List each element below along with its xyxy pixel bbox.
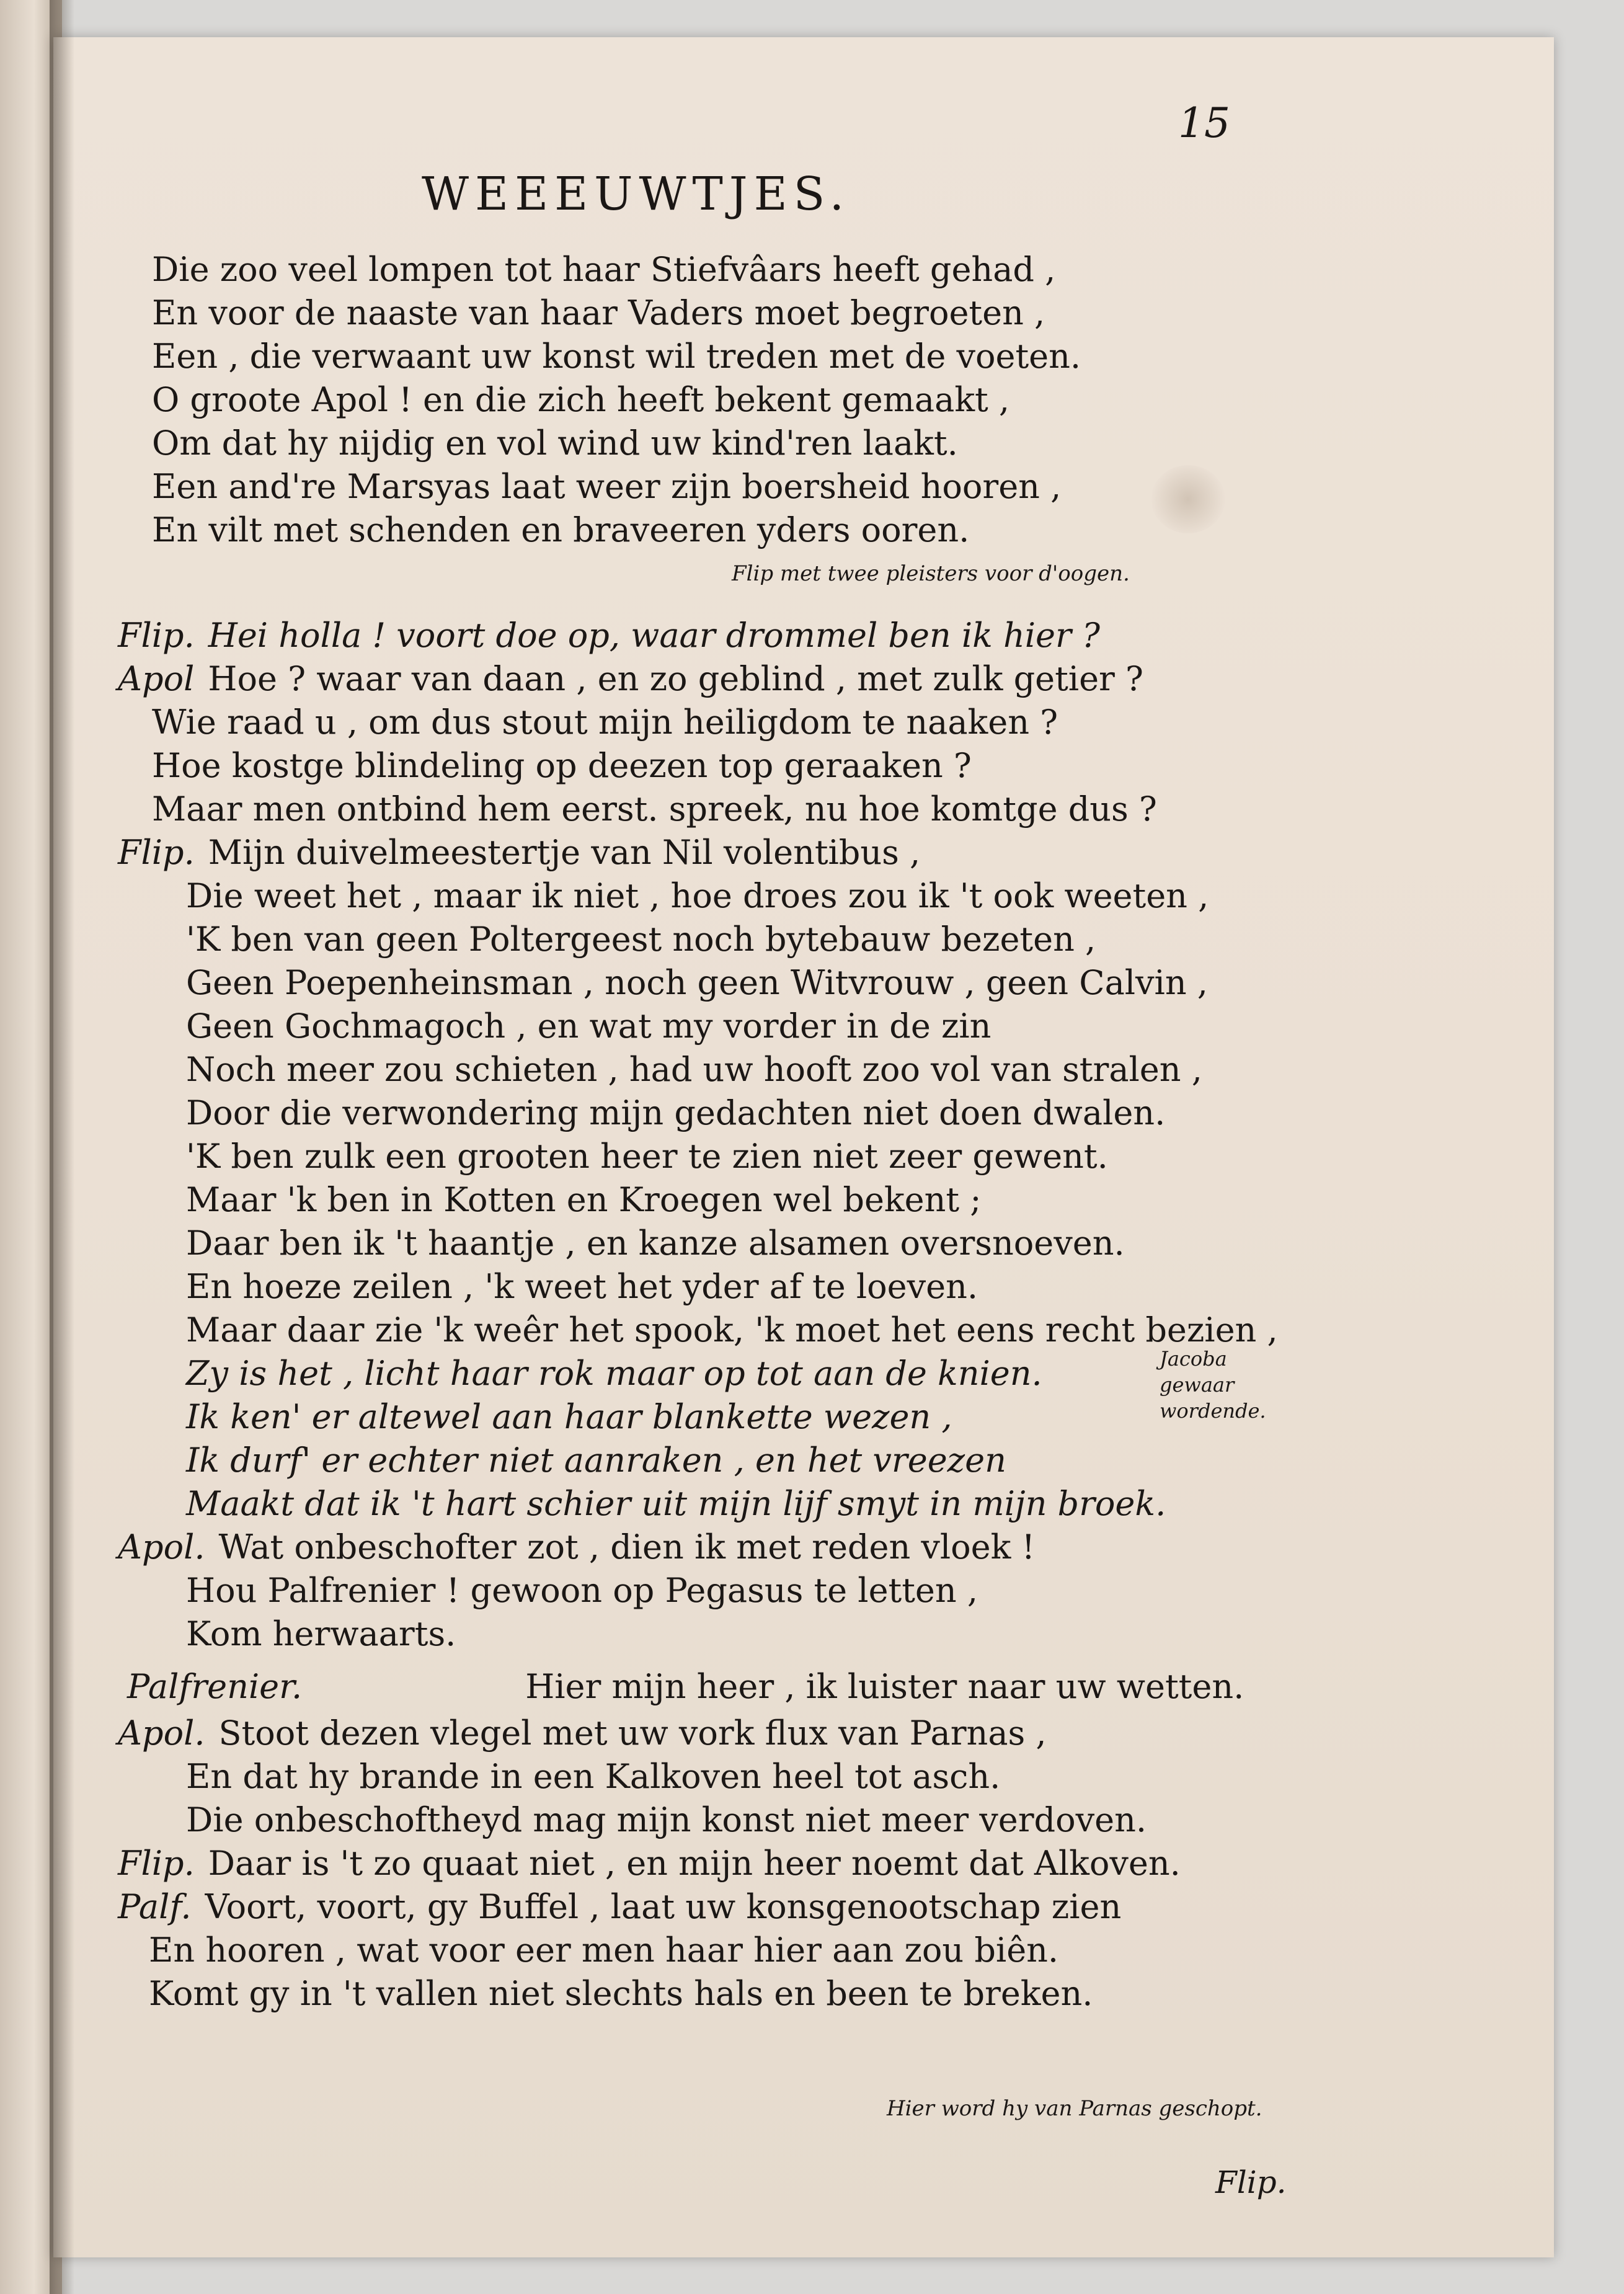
- verse-line: Door die verwondering mijn gedachten niet doen dwalen.: [186, 1093, 1166, 1132]
- verse-line: En vilt met schenden en braveeren yders ooren.: [152, 510, 970, 549]
- paper-stain: [1151, 465, 1225, 533]
- verse-line: Maakt dat ik 't hart schier uit mijn lijf smyt in mijn broek.: [186, 1484, 1166, 1523]
- verse-line: Een and're Marsyas laat weer zijn boersheid hooren ,: [152, 467, 1062, 506]
- speaker-label: Flip.: [118, 833, 195, 872]
- verse-line: Een , die verwaant uw konst wil treden met de voeten.: [152, 337, 1081, 376]
- verse-line: Die onbeschoftheyd mag mijn konst niet meer verdoven.: [186, 1800, 1147, 1839]
- verse-line: Geen Poepenheinsman , noch geen Witvrouw , geen Calvin ,: [186, 963, 1208, 1002]
- verse-line: Zy is het , licht haar rok maar op tot aan de knien.: [186, 1354, 1042, 1393]
- verse-line: En voor de naaste van haar Vaders moet begroeten ,: [152, 293, 1045, 332]
- margin-stage-note: Jacoba gewaar wordende.: [1160, 1347, 1266, 1423]
- speaker-label: Palf.: [118, 1887, 192, 1926]
- catchword: Flip.: [1215, 2164, 1287, 2200]
- verse-line: En hooren , wat voor eer men haar hier aan zou biên.: [149, 1931, 1059, 1970]
- verse-line: Flip. Daar is 't zo quaat niet , en mijn heer noemt dat Alkoven.: [118, 1842, 1181, 1885]
- verse-line: Hou Palfrenier ! gewoon op Pegasus te letten ,: [186, 1571, 978, 1610]
- speaker-label: Apol: [118, 659, 195, 698]
- verse-line: En dat hy brande in een Kalkoven heel tot asch.: [186, 1757, 1001, 1796]
- speaker-label: Flip.: [118, 1844, 195, 1883]
- verse-line: Apol. Wat onbeschofter zot , dien ik met reden vloek !: [118, 1526, 1035, 1569]
- verse-line: Maar daar zie 'k weêr het spook, 'k moet het eens recht bezien ,: [186, 1310, 1278, 1349]
- stage-direction: Flip met twee pleisters voor d'oogen.: [732, 561, 1130, 586]
- verse-line: Apol Hoe ? waar van daan , en zo geblind , met zulk getier ?: [118, 657, 1143, 701]
- verse-line: Palf. Voort, voort, gy Buffel , laat uw konsgenootschap zien: [118, 1885, 1121, 1929]
- verse-line: Daar ben ik 't haantje , en kanze alsamen oversnoeven.: [186, 1224, 1125, 1263]
- verse-line: Die weet het , maar ik niet , hoe droes zou ik 't ook weeten ,: [186, 876, 1209, 915]
- verse-line: Flip. Hei holla ! voort doe op, waar drommel ben ik hier ?: [118, 614, 1100, 657]
- speaker-label: Apol.: [118, 1527, 205, 1567]
- page-number: 15: [1178, 99, 1230, 147]
- verse-line: Kom herwaarts.: [186, 1614, 456, 1653]
- stage-direction: Hier word hy van Parnas geschopt.: [887, 2096, 1262, 2121]
- verse-line: Palfrenier. Hier mijn heer , ik luister naar uw wetten.: [127, 1665, 1244, 1709]
- verse-line: O groote Apol ! en die zich heeft bekent gemaakt ,: [152, 380, 1010, 419]
- running-head: WEEEUWTJES.: [422, 167, 851, 221]
- verse-line: Maar men ontbind hem eerst. spreek, nu hoe komtge dus ?: [152, 789, 1157, 829]
- verse-line: Ik ken' er altewel aan haar blankette wezen ,: [186, 1397, 952, 1436]
- verse-line: Geen Gochmagoch , en wat my vorder in de zin: [186, 1007, 992, 1046]
- verse-line: Ik durf' er echter niet aanraken , en het vreezen: [186, 1441, 1006, 1480]
- verse-line: Die zoo veel lompen tot haar Stiefvâars heeft gehad ,: [152, 250, 1056, 289]
- verse-line: 'K ben van geen Poltergeest noch bytebauw bezeten ,: [186, 920, 1096, 959]
- verse-line: Apol. Stoot dezen vlegel met uw vork flux van Parnas ,: [118, 1712, 1047, 1755]
- speaker-label: Palfrenier.: [127, 1667, 303, 1706]
- verse-line: Noch meer zou schieten , had uw hooft zoo vol van stralen ,: [186, 1050, 1202, 1089]
- verse-line: Komt gy in 't vallen niet slechts hals en been te breken.: [149, 1974, 1093, 2013]
- verse-line: Om dat hy nijdig en vol wind uw kind'ren laakt.: [152, 424, 958, 463]
- verse-line: 'K ben zulk een grooten heer te zien niet zeer gewent.: [186, 1137, 1108, 1176]
- verse-line: Hoe kostge blindeling op deezen top geraaken ?: [152, 746, 972, 785]
- speaker-label: Apol.: [118, 1714, 205, 1753]
- book-gutter-shadow: [50, 0, 74, 2294]
- verse-line: Flip. Mijn duivelmeestertje van Nil volentibus ,: [118, 831, 920, 874]
- verse-line: Wie raad u , om dus stout mijn heiligdom te naaken ?: [152, 703, 1058, 742]
- verse-line: En hoeze zeilen , 'k weet het yder af te loeven.: [186, 1267, 978, 1306]
- verse-line: Maar 'k ben in Kotten en Kroegen wel bekent ;: [186, 1180, 982, 1219]
- speaker-label: Flip.: [118, 616, 195, 655]
